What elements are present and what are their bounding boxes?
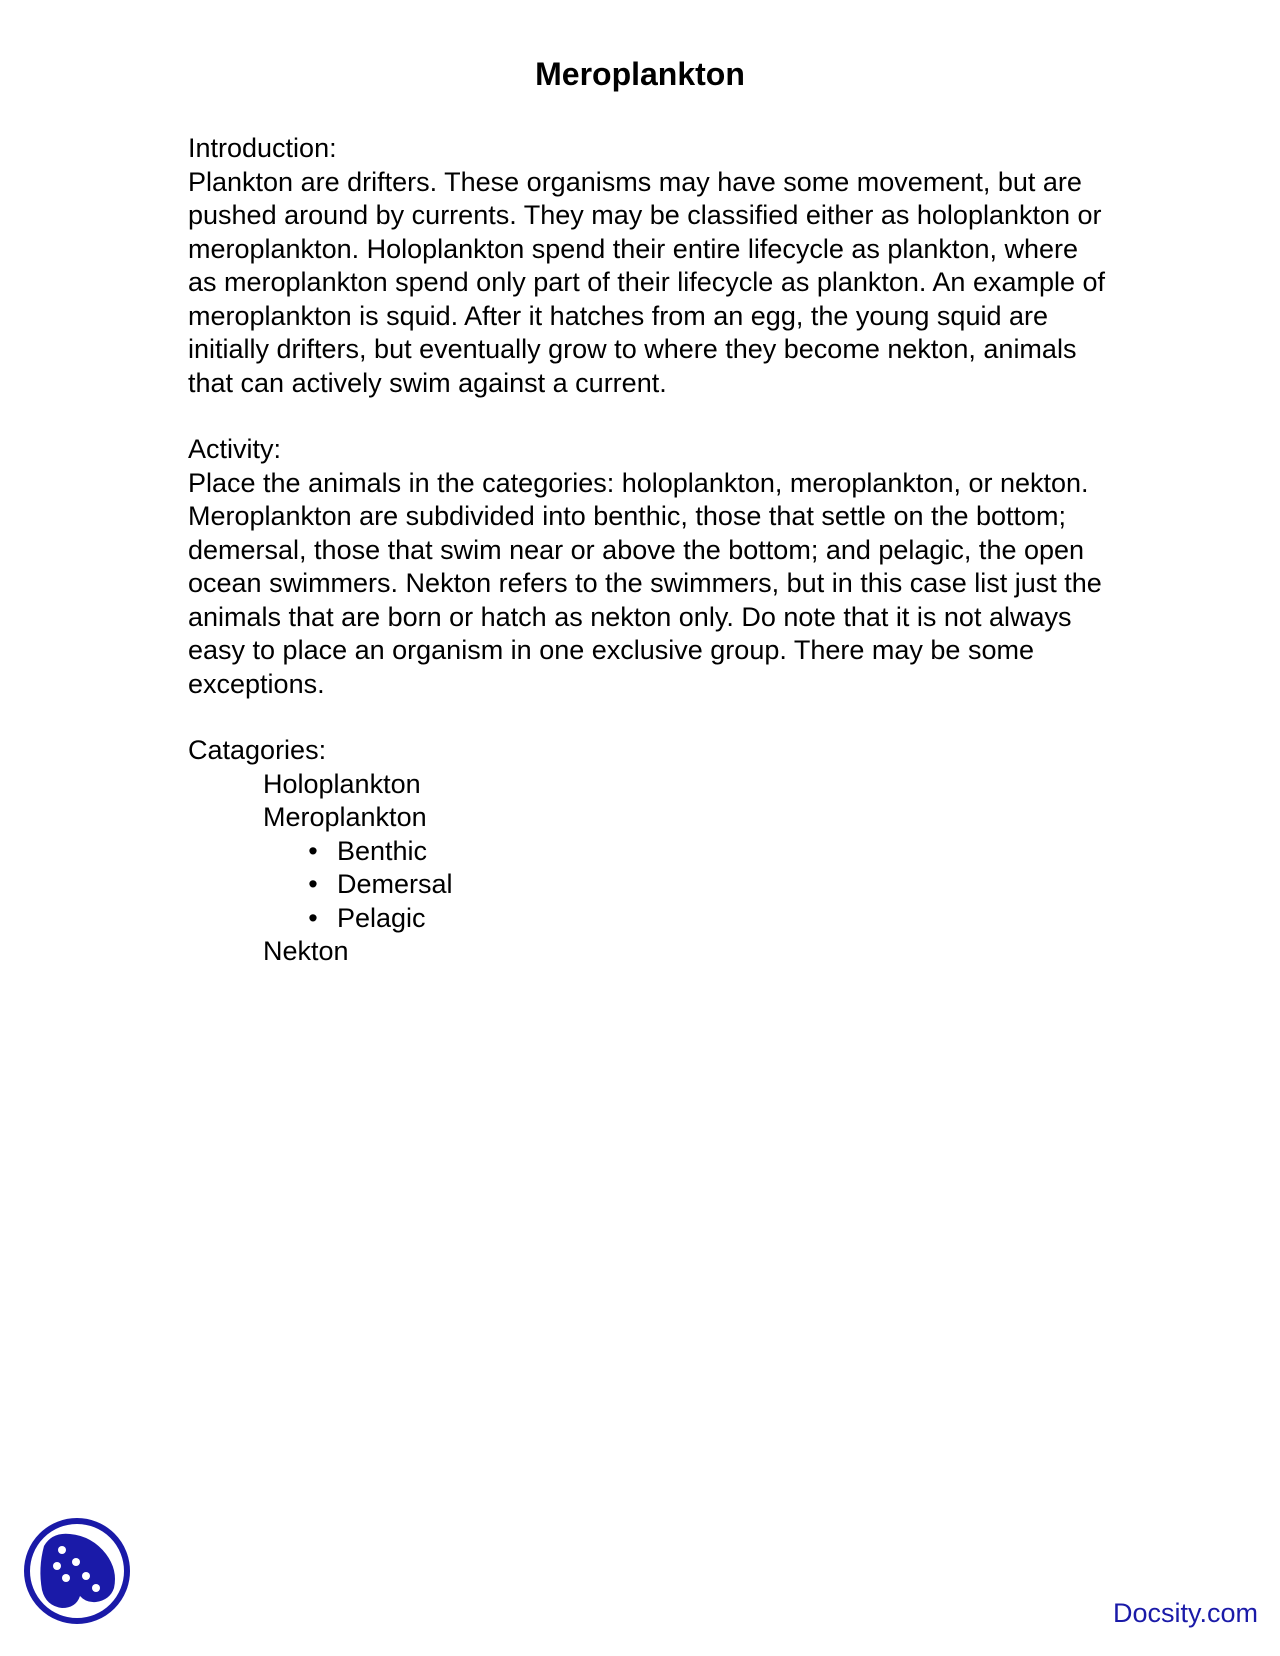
meroplankton-subcategories [263,835,1108,936]
category-meroplankton-label: Meroplankton [263,802,427,832]
subcategory-demersal: Demersal [337,869,453,899]
subcategory-pelagic: Pelagic [337,902,426,933]
bullet-icon: • [308,835,318,866]
subcategory-item [303,902,1108,936]
category-holoplankton: Holoplankton [263,768,421,799]
introduction-text: Plankton are drifters. These organisms may have some movement, but are pushed around by currents. They may be classified either as holoplankton or meroplankton. Holoplankton spend their entire lifecycle as plankton, where as meroplankton spend only part of their lifecycle as plankton. An example of meroplankton is squid. After it hatches from an egg, the young squid are initially drifters, but eventually grow to where they become nekton, animals that can actively swim against a current. [188,166,1106,398]
docsity-logo-icon[interactable] [22,1516,132,1626]
categories-section [188,734,1108,969]
docsity-brand-link[interactable]: Docsity.com [1112,1598,1258,1628]
bullet-icon: • [308,902,318,933]
bullet-icon: • [308,869,318,899]
introduction-heading: Introduction: [188,133,337,163]
page-title: Meroplankton [535,56,745,92]
categories-heading: Catagories: [188,735,327,765]
activity-text: Place the animals in the categories: holoplankton, meroplankton, or nekton. Meroplankton are subdivided into benthic, those that settle on the bottom; demersal, those that swim near or above the bottom; and pelagic, the open ocean swimmers. Nekton refers to the swimmers, but in this case list just the animals that are born or hatch as nekton only. Do note that it is not always easy to place an organism in one exclusive group. There may be some exceptions. [188,467,1102,699]
category-nekton: Nekton [263,936,349,966]
activity-heading: Activity: [188,434,282,464]
document-body [188,132,1108,969]
introduction-section [188,132,1108,400]
docsity-logo-svg [22,1516,132,1626]
subcategory-item [303,868,1108,902]
categories-list [188,768,1108,969]
subcategory-benthic: Benthic [337,835,428,866]
subcategory-item [303,835,1108,869]
activity-section [188,433,1108,701]
category-meroplankton [263,801,1108,935]
